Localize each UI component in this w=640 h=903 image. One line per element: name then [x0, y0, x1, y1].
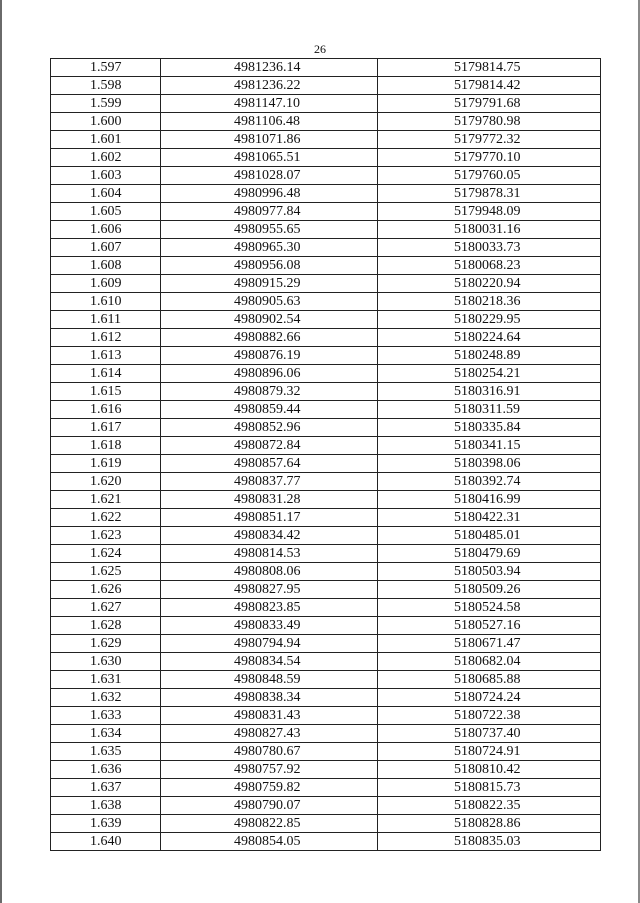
point-number-cell: 1.613 [51, 347, 161, 365]
y-coordinate-cell: 5180218.36 [378, 293, 601, 311]
y-coordinate-cell: 5179780.98 [378, 113, 601, 131]
point-number-cell: 1.608 [51, 257, 161, 275]
x-coordinate-cell: 4980814.53 [161, 545, 378, 563]
y-coordinate-cell: 5180392.74 [378, 473, 601, 491]
point-number-cell: 1.626 [51, 581, 161, 599]
point-number-cell: 1.602 [51, 149, 161, 167]
page-edge-left [0, 0, 2, 903]
x-coordinate-cell: 4980965.30 [161, 239, 378, 257]
table-row [51, 473, 601, 491]
y-coordinate-cell: 5180835.03 [378, 833, 601, 851]
point-number-cell: 1.614 [51, 365, 161, 383]
point-number-cell: 1.603 [51, 167, 161, 185]
table-row [51, 167, 601, 185]
point-number-cell: 1.607 [51, 239, 161, 257]
y-coordinate-cell: 5180220.94 [378, 275, 601, 293]
table-row [51, 455, 601, 473]
table-row [51, 329, 601, 347]
y-coordinate-cell: 5180509.26 [378, 581, 601, 599]
table-row [51, 815, 601, 833]
x-coordinate-cell: 4980780.67 [161, 743, 378, 761]
y-coordinate-cell: 5180724.24 [378, 689, 601, 707]
table-row [51, 797, 601, 815]
point-number-cell: 1.600 [51, 113, 161, 131]
x-coordinate-cell: 4980857.64 [161, 455, 378, 473]
point-number-cell: 1.633 [51, 707, 161, 725]
table-row [51, 257, 601, 275]
table-row [51, 491, 601, 509]
x-coordinate-cell: 4980896.06 [161, 365, 378, 383]
table-row [51, 293, 601, 311]
y-coordinate-cell: 5180815.73 [378, 779, 601, 797]
x-coordinate-cell: 4980838.34 [161, 689, 378, 707]
point-number-cell: 1.631 [51, 671, 161, 689]
point-number-cell: 1.634 [51, 725, 161, 743]
point-number-cell: 1.601 [51, 131, 161, 149]
x-coordinate-cell: 4980859.44 [161, 401, 378, 419]
table-row [51, 743, 601, 761]
point-number-cell: 1.606 [51, 221, 161, 239]
point-number-cell: 1.612 [51, 329, 161, 347]
point-number-cell: 1.598 [51, 77, 161, 95]
x-coordinate-cell: 4980822.85 [161, 815, 378, 833]
table-row [51, 113, 601, 131]
table-row [51, 365, 601, 383]
point-number-cell: 1.632 [51, 689, 161, 707]
point-number-cell: 1.636 [51, 761, 161, 779]
y-coordinate-cell: 5179814.75 [378, 59, 601, 77]
x-coordinate-cell: 4980977.84 [161, 203, 378, 221]
x-coordinate-cell: 4980851.17 [161, 509, 378, 527]
x-coordinate-cell: 4980837.77 [161, 473, 378, 491]
y-coordinate-cell: 5179772.32 [378, 131, 601, 149]
table-row [51, 131, 601, 149]
y-coordinate-cell: 5180737.40 [378, 725, 601, 743]
y-coordinate-cell: 5179770.10 [378, 149, 601, 167]
x-coordinate-cell: 4980831.28 [161, 491, 378, 509]
point-number-cell: 1.623 [51, 527, 161, 545]
x-coordinate-cell: 4981071.86 [161, 131, 378, 149]
y-coordinate-cell: 5180335.84 [378, 419, 601, 437]
y-coordinate-cell: 5180398.06 [378, 455, 601, 473]
y-coordinate-cell: 5180527.16 [378, 617, 601, 635]
x-coordinate-cell: 4980902.54 [161, 311, 378, 329]
table-row [51, 275, 601, 293]
table-row [51, 437, 601, 455]
y-coordinate-cell: 5179791.68 [378, 95, 601, 113]
table-row [51, 149, 601, 167]
x-coordinate-cell: 4980834.54 [161, 653, 378, 671]
y-coordinate-cell: 5180316.91 [378, 383, 601, 401]
point-number-cell: 1.622 [51, 509, 161, 527]
y-coordinate-cell: 5180828.86 [378, 815, 601, 833]
point-number-cell: 1.638 [51, 797, 161, 815]
point-number-cell: 1.616 [51, 401, 161, 419]
x-coordinate-cell: 4980996.48 [161, 185, 378, 203]
point-number-cell: 1.619 [51, 455, 161, 473]
point-number-cell: 1.637 [51, 779, 161, 797]
y-coordinate-cell: 5179878.31 [378, 185, 601, 203]
y-coordinate-cell: 5180229.95 [378, 311, 601, 329]
x-coordinate-cell: 4981147.10 [161, 95, 378, 113]
point-number-cell: 1.635 [51, 743, 161, 761]
point-number-cell: 1.640 [51, 833, 161, 851]
table-row [51, 221, 601, 239]
y-coordinate-cell: 5180422.31 [378, 509, 601, 527]
y-coordinate-cell: 5180248.89 [378, 347, 601, 365]
table-row [51, 545, 601, 563]
x-coordinate-cell: 4981236.22 [161, 77, 378, 95]
x-coordinate-cell: 4980882.66 [161, 329, 378, 347]
x-coordinate-cell: 4980834.42 [161, 527, 378, 545]
y-coordinate-cell: 5180682.04 [378, 653, 601, 671]
point-number-cell: 1.630 [51, 653, 161, 671]
table-row [51, 527, 601, 545]
page-number: 26 [314, 42, 326, 56]
table-row [51, 833, 601, 851]
table-row [51, 239, 601, 257]
point-number-cell: 1.615 [51, 383, 161, 401]
table-row [51, 383, 601, 401]
table-row [51, 599, 601, 617]
x-coordinate-cell: 4980872.84 [161, 437, 378, 455]
table-row [51, 401, 601, 419]
coordinates-table-body [51, 59, 601, 851]
x-coordinate-cell: 4980833.49 [161, 617, 378, 635]
table-row [51, 653, 601, 671]
table-row [51, 77, 601, 95]
point-number-cell: 1.627 [51, 599, 161, 617]
x-coordinate-cell: 4980955.65 [161, 221, 378, 239]
x-coordinate-cell: 4980848.59 [161, 671, 378, 689]
y-coordinate-cell: 5180031.16 [378, 221, 601, 239]
table-row [51, 509, 601, 527]
point-number-cell: 1.611 [51, 311, 161, 329]
y-coordinate-cell: 5180485.01 [378, 527, 601, 545]
coordinates-table [50, 58, 601, 851]
y-coordinate-cell: 5180068.23 [378, 257, 601, 275]
table-row [51, 203, 601, 221]
point-number-cell: 1.624 [51, 545, 161, 563]
x-coordinate-cell: 4980823.85 [161, 599, 378, 617]
x-coordinate-cell: 4980879.32 [161, 383, 378, 401]
y-coordinate-cell: 5180503.94 [378, 563, 601, 581]
table-row [51, 347, 601, 365]
table-row [51, 725, 601, 743]
table-row [51, 185, 601, 203]
y-coordinate-cell: 5180524.58 [378, 599, 601, 617]
y-coordinate-cell: 5180479.69 [378, 545, 601, 563]
table-row [51, 419, 601, 437]
y-coordinate-cell: 5180033.73 [378, 239, 601, 257]
x-coordinate-cell: 4981028.07 [161, 167, 378, 185]
point-number-cell: 1.639 [51, 815, 161, 833]
point-number-cell: 1.628 [51, 617, 161, 635]
point-number-cell: 1.605 [51, 203, 161, 221]
table-row [51, 617, 601, 635]
x-coordinate-cell: 4980794.94 [161, 635, 378, 653]
y-coordinate-cell: 5180685.88 [378, 671, 601, 689]
x-coordinate-cell: 4980827.95 [161, 581, 378, 599]
x-coordinate-cell: 4980790.07 [161, 797, 378, 815]
table-row [51, 689, 601, 707]
point-number-cell: 1.618 [51, 437, 161, 455]
x-coordinate-cell: 4980854.05 [161, 833, 378, 851]
table-row [51, 95, 601, 113]
x-coordinate-cell: 4981065.51 [161, 149, 378, 167]
table-row [51, 707, 601, 725]
x-coordinate-cell: 4980831.43 [161, 707, 378, 725]
y-coordinate-cell: 5180224.64 [378, 329, 601, 347]
x-coordinate-cell: 4980876.19 [161, 347, 378, 365]
point-number-cell: 1.621 [51, 491, 161, 509]
point-number-cell: 1.617 [51, 419, 161, 437]
x-coordinate-cell: 4980759.82 [161, 779, 378, 797]
y-coordinate-cell: 5180416.99 [378, 491, 601, 509]
point-number-cell: 1.609 [51, 275, 161, 293]
table-row [51, 779, 601, 797]
y-coordinate-cell: 5180341.15 [378, 437, 601, 455]
y-coordinate-cell: 5180722.38 [378, 707, 601, 725]
x-coordinate-cell: 4981106.48 [161, 113, 378, 131]
point-number-cell: 1.629 [51, 635, 161, 653]
y-coordinate-cell: 5180810.42 [378, 761, 601, 779]
table-row [51, 563, 601, 581]
point-number-cell: 1.597 [51, 59, 161, 77]
x-coordinate-cell: 4980757.92 [161, 761, 378, 779]
y-coordinate-cell: 5180724.91 [378, 743, 601, 761]
x-coordinate-cell: 4980827.43 [161, 725, 378, 743]
y-coordinate-cell: 5180822.35 [378, 797, 601, 815]
table-row [51, 635, 601, 653]
x-coordinate-cell: 4980808.06 [161, 563, 378, 581]
point-number-cell: 1.599 [51, 95, 161, 113]
table-row [51, 581, 601, 599]
y-coordinate-cell: 5179814.42 [378, 77, 601, 95]
y-coordinate-cell: 5180311.59 [378, 401, 601, 419]
y-coordinate-cell: 5180671.47 [378, 635, 601, 653]
point-number-cell: 1.610 [51, 293, 161, 311]
y-coordinate-cell: 5180254.21 [378, 365, 601, 383]
x-coordinate-cell: 4980956.08 [161, 257, 378, 275]
x-coordinate-cell: 4980905.63 [161, 293, 378, 311]
table-row [51, 761, 601, 779]
y-coordinate-cell: 5179948.09 [378, 203, 601, 221]
y-coordinate-cell: 5179760.05 [378, 167, 601, 185]
table-row [51, 311, 601, 329]
table-row [51, 671, 601, 689]
x-coordinate-cell: 4981236.14 [161, 59, 378, 77]
x-coordinate-cell: 4980915.29 [161, 275, 378, 293]
x-coordinate-cell: 4980852.96 [161, 419, 378, 437]
point-number-cell: 1.625 [51, 563, 161, 581]
point-number-cell: 1.620 [51, 473, 161, 491]
point-number-cell: 1.604 [51, 185, 161, 203]
table-row [51, 59, 601, 77]
